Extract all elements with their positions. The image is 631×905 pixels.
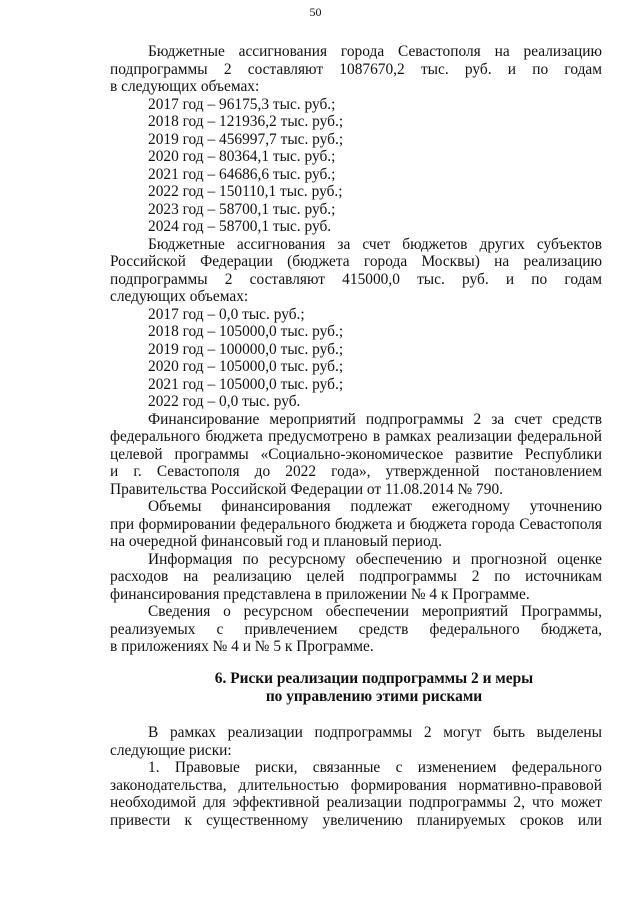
text-line: реализуемых с привлечением средств федерального бюджета, — [110, 620, 602, 638]
text-line: Информация по ресурсному обеспечению и прогнозной оценке — [148, 550, 602, 568]
text-line: Сведения о ресурсном обеспечении мероприятий Программы, — [148, 603, 602, 620]
body-text-top — [110, 43, 602, 656]
text-line: Объемы финансирования подлежат ежегодному уточнению — [148, 498, 602, 515]
section-heading-line-1: 6. Риски реализации подпрограммы 2 и меры — [214, 670, 534, 687]
section-heading — [110, 670, 631, 706]
text-line: подпрограммы 2 составляют 1087670,2 тыс. руб. и по годам — [110, 60, 602, 78]
text-line: при формировании федерального бюджета и бюджета города Севастополя — [110, 515, 602, 533]
text-line: следующих объемах: — [110, 288, 249, 305]
text-line: Бюджетные ассигнования города Севастополя на реализацию — [148, 43, 602, 60]
text-line: 2019 год – 100000,0 тыс. руб.; — [148, 340, 344, 358]
text-line: 2021 год – 105000,0 тыс. руб.; — [148, 375, 344, 393]
text-line: 1. Правовые риски, связанные с изменением федерального — [148, 759, 602, 776]
text-line: 2020 год – 105000,0 тыс. руб.; — [148, 358, 344, 375]
text-line: подпрограммы 2 составляют 415000,0 тыс. руб. и по годам — [110, 270, 602, 288]
text-line: в следующих объемах: — [110, 78, 260, 95]
text-line: в приложениях № 4 и № 5 к Программе. — [110, 638, 374, 655]
body-text-bottom — [110, 724, 602, 829]
text-line: Правительства Российской Федерации от 11.08.2014 № 790. — [110, 480, 503, 498]
text-line: 2022 год – 150110,1 тыс. руб.; — [148, 183, 343, 200]
page-number: 50 — [309, 5, 322, 19]
text-line: 2023 год – 58700,1 тыс. руб.; — [148, 200, 336, 218]
text-line: законодательства, длительностью формирования нормативно-правовой — [110, 776, 602, 794]
text-line: 2021 год – 64686,6 тыс. руб.; — [148, 165, 336, 183]
text-line: В рамках реализации подпрограммы 2 могут быть выделены — [148, 724, 602, 741]
text-line: привести к существенному увеличению планируемых сроков или — [110, 811, 602, 829]
text-line: 2017 год – 96175,3 тыс. руб.; — [148, 95, 336, 113]
section-heading-line-2: по управлению этими рисками — [265, 688, 483, 705]
text-line: целевой программы «Социально-экономическое развитие Республики — [110, 445, 602, 463]
text-line: на очередной финансовый год и плановый период. — [110, 533, 442, 550]
text-line: 2024 год – 58700,1 тыс. руб. — [148, 218, 332, 235]
text-line: федерального бюджета предусмотрено в рамках реализации федеральной — [110, 428, 602, 445]
text-line: необходимой для эффективной реализации подпрограммы 2, что может — [110, 794, 602, 811]
text-line: Финансирование мероприятий подпрограммы 2 за счет средств — [148, 410, 602, 428]
text-line: 2018 год – 105000,0 тыс. руб.; — [148, 323, 344, 340]
text-line: расходов на реализацию целей подпрограммы 2 по источникам — [110, 568, 602, 585]
text-line: 2018 год – 121936,2 тыс. руб.; — [148, 113, 344, 130]
text-line: 2022 год – 0,0 тыс. руб. — [148, 393, 301, 410]
text-line: 2017 год – 0,0 тыс. руб.; — [148, 305, 305, 323]
text-line: следующие риски: — [110, 741, 232, 759]
text-line: Российской Федерации (бюджета города Москвы) на реализацию — [110, 253, 602, 270]
text-line: 2020 год – 80364,1 тыс. руб.; — [148, 148, 336, 165]
text-line: 2019 год – 456997,7 тыс. руб.; — [148, 130, 344, 148]
text-line: и г. Севастополя до 2022 года», утвержденной постановлением — [110, 463, 602, 480]
text-line: Бюджетные ассигнования за счет бюджетов других субъектов — [148, 235, 602, 253]
text-line: финансирования представлена в приложении № 4 к Программе. — [110, 585, 530, 603]
